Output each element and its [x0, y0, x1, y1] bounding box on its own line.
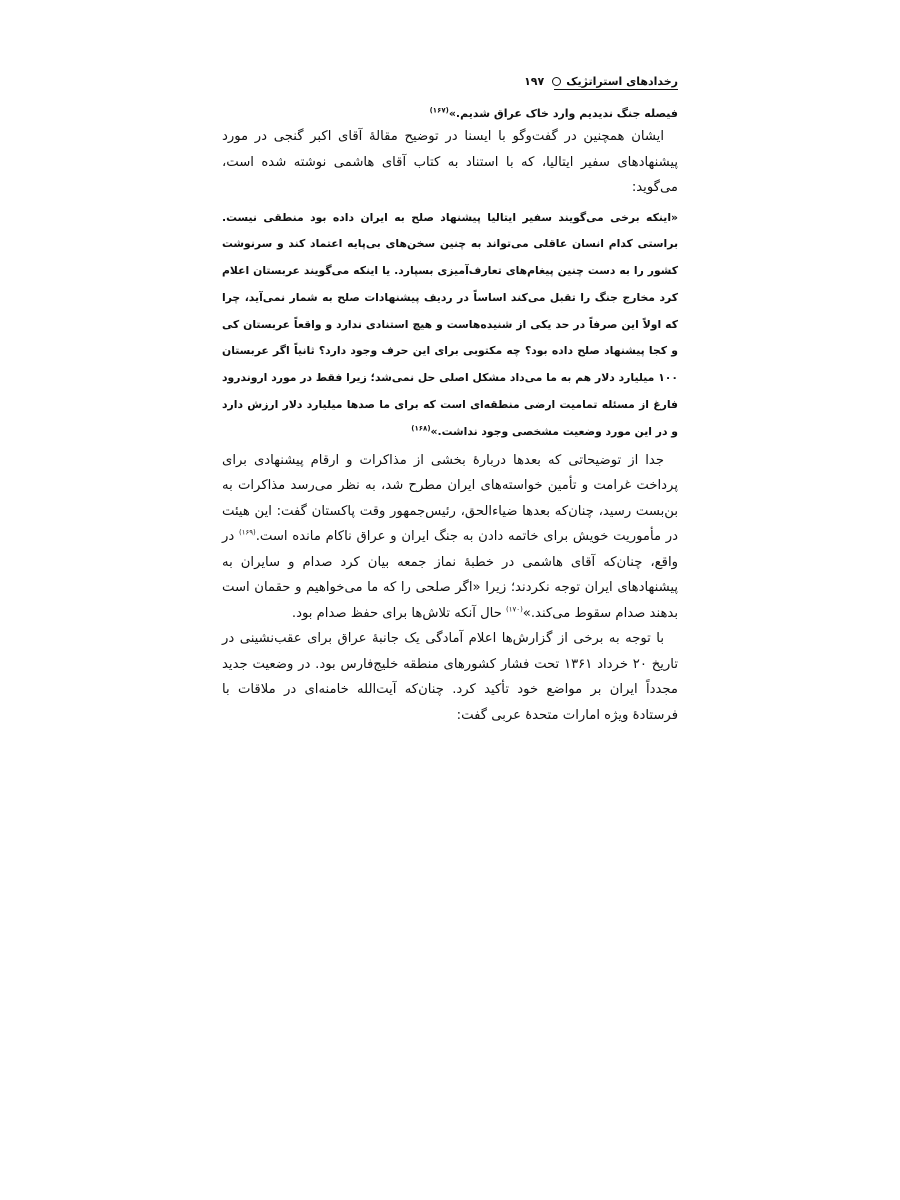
- block-quote-text: «اینکه برخی می‌گویند سفیر ایتالیا پیشنهاد صلح به ایران داده بود منطقی نیست. براستی کدام انسان عاقلی می‌تواند به چنین سخن‌های بی‌پایه اعتماد کند و سرنوشت کشور را به دست چنین پیغام‌های تعارف‌آمیزی بسپارد. یا اینکه می‌گویند عربستان اعلام کرد مخارج جنگ را تقبل می‌کند اساساً در ردیف پیشنهادات صلح به شمار نمی‌آید، چرا که اولاً این صرفاً در حد یکی از شنیده‌هاست و هیچ استنادی ندارد و واقعاً عربستان کی و کجا پیشنهاد صلح داده بود؟ چه مکتوبی برای این حرف وجود دارد؟ ثانیاً اگر عربستان ۱۰۰ میلیارد دلار هم به ما می‌داد مشکل اصلی حل نمی‌شد؛ زیرا فقط در مورد اروندرود فارغ از مسئله تمامیت ارضی منطقه‌ای است که برای ما صدها میلیارد دلار ارزش دارد و در این مورد وضعیت مشخصی وجود نداشت.»: [222, 210, 678, 438]
- page-number: ۱۹۷: [524, 74, 545, 88]
- footnote-ref-169: (۱۶۹): [238, 528, 256, 537]
- paragraph-2-part-b: در واقع، چنان‌که آقای هاشمی در خطبهٔ نماز جمعه بیان کرد صدام و سایران به پیشنهادهای ایران توجه نکردند؛ زیرا «اگر صلحی را که ما می‌خواهیم و حقمان است بدهند صدام سقوط می‌کند.»: [222, 529, 678, 621]
- paragraph-3: با توجه به برخی از گزارش‌ها اعلام آمادگی یک جانبهٔ عراق برای عقب‌نشینی در تاریخ ۲۰ خرداد ۱۳۶۱ تحت فشار کشورهای منطقه خلیج‌فارس بود. در وضعیت جدید مجدداً ایران بر مواضع خود تأکید کرد. چنان‌که آیت‌الله خامنه‌ای در ملاقات با فرستادهٔ ویژه امارات متحدهٔ عربی گفت:: [222, 631, 678, 723]
- continued-quote-text: فیصله جنگ ندیدیم وارد خاک عراق شدیم.»: [448, 107, 678, 120]
- header-rule: [554, 89, 678, 90]
- block-quote: [222, 205, 678, 446]
- header-book-title: رخدادهای استراتژیک: [566, 74, 678, 88]
- paragraph-2: [222, 448, 678, 627]
- footnote-ref-168: (۱۶۸): [411, 424, 431, 433]
- continued-quote-line: [222, 104, 678, 124]
- footnote-ref-167: (۱۶۷): [429, 106, 449, 115]
- paragraph-2-part-a: جدا از توضیحاتی که بعدها دربارهٔ بخشی از مذاکرات و ارقام پیشنهادی برای پرداخت غرامت و تأمین خواسته‌های ایران مطرح شد، به نظر می‌رسد مذاکرات به بن‌بست رسید، چنان‌که بعدها ضیاءالحق، رئیس‌جمهور وقت پاکستان گفت: این هیئت در مأموریت خویش برای خاتمه دادن به جنگ ایران و عراق ناکام مانده است.: [222, 452, 678, 545]
- paragraph-1: ایشان همچنین در گفت‌وگو با ایسنا در توضیح مقالهٔ آقای اکبر گنجی در مورد پیشنهادهای سفیر ایتالیا، که با استناد به کتاب آقای هاشمی نوشته شده است، می‌گوید:: [222, 129, 678, 195]
- circle-ornament-icon: [552, 77, 561, 86]
- book-page: [222, 70, 678, 728]
- footnote-ref-170: (۱۷۰): [506, 605, 523, 614]
- paragraph-2-part-c: حال آنکه تلاش‌ها برای حفظ صدام بود.: [291, 605, 507, 621]
